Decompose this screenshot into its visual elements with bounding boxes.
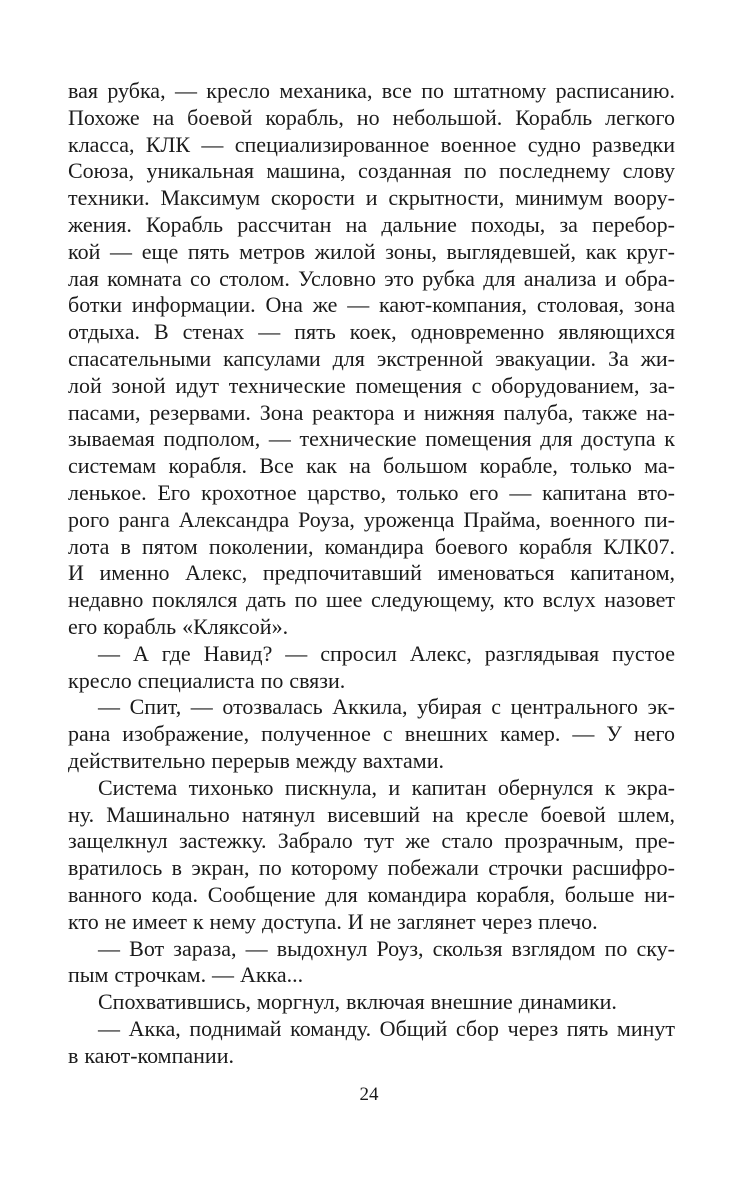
text-line: недавно поклялся дать по шее следующему, кто вслух назовет	[68, 587, 675, 613]
text-line: защелкнул застежку. Забрало тут же стало прозрачным, пре-	[68, 828, 675, 854]
text-line: Похоже на боевой корабль, но небольшой. Корабль легкого	[68, 104, 675, 130]
text-line: жения. Корабль рассчитан на дальние походы, за перебор-	[68, 211, 675, 237]
text-line: вратилось в экран, по которому побежали строчки расшифро-	[68, 855, 675, 881]
text-line: ленькое. Его крохотное царство, только его — капитана вто-	[68, 479, 675, 505]
text-line: спасательными капсулами для экстренной эвакуации. За жи-	[68, 345, 675, 371]
page-text	[68, 78, 675, 1069]
text-line: лота в пятом поколении, командира боевого корабля КЛК07.	[68, 533, 675, 559]
text-line: — Вот зараза, — выдохнул Роуз, скользя взглядом по ску-	[98, 935, 675, 961]
text-line: системам корабля. Все как на большом корабле, только ма-	[68, 453, 675, 479]
text-line: Спохватившись, моргнул, включая внешние динамики.	[98, 989, 617, 1015]
text-line: его корабль «Кляксой».	[68, 613, 289, 639]
text-line: кой — еще пять метров жилой зоны, выглядевшей, как круг-	[68, 238, 675, 264]
paragraph	[68, 1016, 675, 1070]
text-line: И именно Алекс, предпочитавший именоваться капитаном,	[68, 560, 675, 586]
page-number: 24	[359, 1084, 379, 1105]
paragraph	[68, 694, 675, 774]
text-line: ну. Машинально натянул висевший на кресле боевой шлем,	[68, 801, 675, 827]
text-line: лая комната со столом. Условно это рубка для анализа и обра-	[68, 265, 675, 291]
paragraph	[68, 989, 675, 1016]
text-line: ванного кода. Сообщение для командира корабля, больше ни-	[68, 881, 675, 907]
text-line: рана изображение, полученное с внешних камер. — У него	[68, 721, 675, 747]
text-line: вая рубка, — кресло механика, все по штатному расписанию.	[68, 78, 675, 103]
paragraph	[68, 78, 675, 641]
text-line: Союза, уникальная машина, созданная по последнему слову	[68, 158, 675, 184]
text-line: Система тихонько пискнула, и капитан обернулся к экра-	[98, 774, 675, 800]
text-line: действительно перерыв между вахтами.	[68, 747, 444, 773]
text-line: техники. Максимум скорости и скрытности, минимум воору-	[68, 185, 675, 211]
text-line: в кают-компании.	[68, 1042, 234, 1068]
text-line: пым строчкам. — Акка...	[68, 962, 304, 988]
text-line: класса, КЛК — специализированное военное судно разведки	[68, 131, 675, 157]
paragraph	[68, 936, 675, 990]
text-line: — Спит, — отозвалась Аккила, убирая с центрального эк-	[98, 694, 675, 720]
text-line: зываемая подполом, — технические помещения для доступа к	[68, 426, 675, 452]
text-line: пасами, резервами. Зона реактора и нижняя палуба, также на-	[68, 399, 675, 425]
paragraph	[68, 775, 675, 936]
text-line: — Акка, поднимай команду. Общий сбор через пять минут	[98, 1015, 675, 1041]
text-line: — А где Навид? — спросил Алекс, разглядывая пустое	[98, 640, 675, 666]
text-line: ботки информации. Она же — кают-компания, столовая, зона	[68, 292, 675, 318]
text-line: кто не имеет к нему доступа. И не заглянет через плечо.	[68, 908, 598, 934]
text-line: отдыха. В стенах — пять коек, одновременно являющихся	[68, 319, 675, 345]
paragraph	[68, 641, 675, 695]
text-line: рого ранга Александра Роуза, уроженца Прайма, военного пи-	[68, 506, 675, 532]
text-line: кресло специалиста по связи.	[68, 667, 346, 693]
text-line: лой зоной идут технические помещения с оборудованием, за-	[68, 372, 675, 398]
